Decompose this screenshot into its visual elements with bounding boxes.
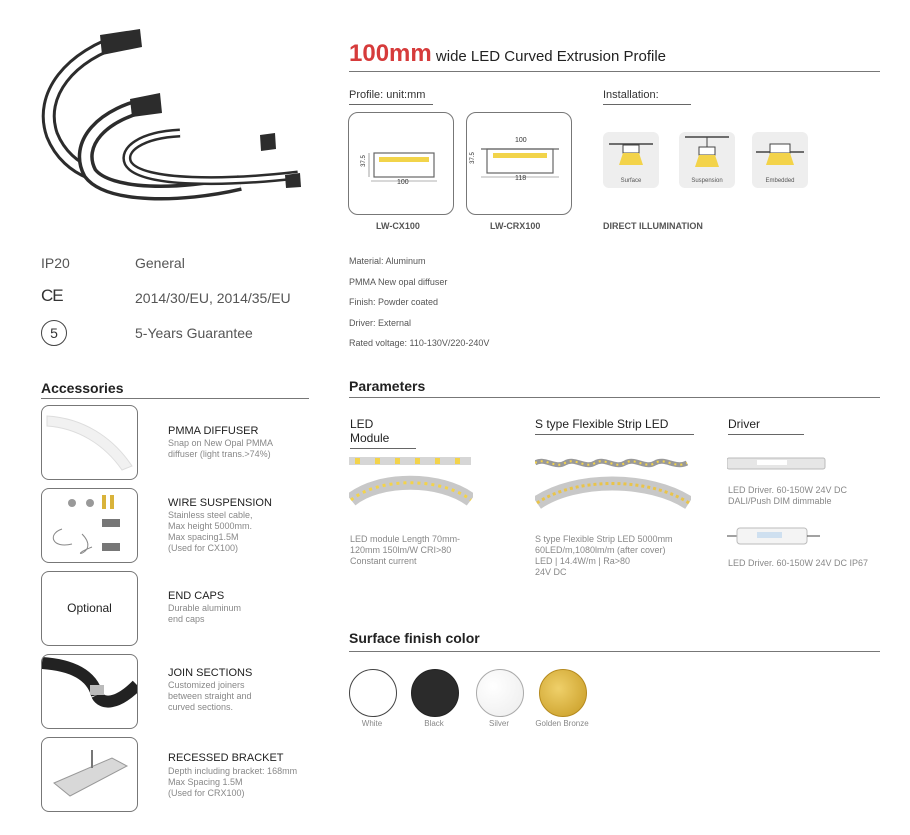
swatch-white-label: White <box>361 719 383 728</box>
install-suspension-tile <box>679 132 735 188</box>
parameters-heading: Parameters <box>349 378 426 394</box>
bracket-shape <box>42 738 137 811</box>
cx100-height-dim: 37.5 <box>360 155 367 167</box>
swatch-white <box>349 669 397 717</box>
accessory-suspension-title: WIRE SUSPENSION <box>168 497 272 509</box>
ce-directives: 2014/30/EU, 2014/35/EU <box>135 290 291 306</box>
param-flex-strip-desc: S type Flexible Strip LED 5000mm 60LED/m,1080lm/m (after cover) LED | 14.4W/m | Ra>80 24V DC <box>535 534 673 577</box>
install-surface-tile <box>603 132 659 188</box>
installation-heading: Installation: <box>603 89 691 105</box>
parameters-divider <box>349 397 880 398</box>
swatch-golden-bronze <box>539 669 587 717</box>
illumination-type: DIRECT ILLUMINATION <box>603 221 703 231</box>
ce-mark-icon: CE <box>41 286 63 305</box>
ip-rating: IP20 <box>41 255 70 271</box>
accessories-divider <box>41 398 309 399</box>
param-driver-title: Driver <box>728 417 804 435</box>
title-text: wide LED Curved Extrusion Profile <box>435 48 667 65</box>
crx100-top-dim: 100 <box>515 137 527 144</box>
swatch-golden-bronze-label: Golden Bronze <box>535 719 589 728</box>
guarantee-text: 5-Years Guarantee <box>135 325 253 341</box>
profile-box-crx100 <box>466 112 572 215</box>
endcaps-optional-label: Optional <box>67 601 112 615</box>
crx100-height-dim: 37.5 <box>469 152 476 164</box>
accessory-endcaps-desc: Durable aluminum end caps <box>168 603 242 624</box>
crx100-bottom-dim: 118 <box>515 175 527 182</box>
finish-divider <box>349 651 880 652</box>
embedded-mount-icon <box>752 132 808 172</box>
accessory-bracket-image <box>41 737 138 812</box>
driver-ip67-image <box>727 525 821 547</box>
finish-heading: Surface finish color <box>349 630 480 646</box>
led-module-image <box>349 455 473 520</box>
accessory-suspension-desc: Stainless steel cable, Max height 5000mm. Max spacing1.5M (Used for CX100) <box>168 510 253 553</box>
suspension-kit-shape <box>42 489 137 562</box>
spec-finish: Finish: Powder coated <box>349 297 439 307</box>
accessory-join-title: JOIN SECTIONS <box>168 667 253 679</box>
install-embedded-label: Embedded <box>765 178 795 184</box>
profile-heading: Profile: unit:mm <box>349 89 433 105</box>
param-led-module-title: LED Module <box>350 417 416 449</box>
install-suspension-label: Suspension <box>691 178 723 184</box>
guarantee-icon: 5 <box>41 320 67 346</box>
cx100-width-dim: 100 <box>397 179 409 186</box>
param-flex-strip-title: S type Flexible Strip LED <box>535 417 694 435</box>
swatch-black-label: Black <box>424 719 444 728</box>
accessory-suspension-image <box>41 488 138 563</box>
spec-voltage: Rated voltage: 110-130V/220-240V <box>349 338 490 348</box>
join-section-shape <box>42 655 137 728</box>
suspension-mount-icon <box>679 132 735 172</box>
ip-usage: General <box>135 255 185 271</box>
accessory-bracket-desc: Depth including bracket: 168mm Max Spacing 1.5M (Used for CRX100) <box>168 766 298 798</box>
profile-code-cx100: LW-CX100 <box>376 221 420 231</box>
accessory-endcaps-title: END CAPS <box>168 590 225 602</box>
install-surface-label: Surface <box>620 178 642 184</box>
product-image <box>30 25 310 210</box>
driver-dali-image <box>727 455 827 471</box>
profile-code-crx100: LW-CRX100 <box>490 221 541 231</box>
accessories-heading: Accessories <box>41 380 124 396</box>
title-divider <box>349 71 880 72</box>
accessory-diffuser-title: PMMA DIFFUSER <box>168 425 259 437</box>
spec-material: Material: Aluminum <box>349 256 426 266</box>
swatch-black <box>411 669 459 717</box>
crx100-section-drawing <box>467 113 571 214</box>
install-embedded-tile <box>752 132 808 188</box>
swatch-silver-label: Silver <box>488 719 509 728</box>
size-highlight: 100mm <box>349 40 432 67</box>
param-driver-desc-dali: LED Driver. 60-150W 24V DC DALI/Push DIM dimmable <box>728 485 848 506</box>
accessory-bracket-title: RECESSED BRACKET <box>168 752 284 764</box>
accessory-diffuser-desc: Snap on New Opal PMMA diffuser (light trans.>74%) <box>168 438 274 459</box>
accessory-diffuser-image <box>41 405 138 480</box>
accessory-join-desc: Customized joiners between straight and curved sections. <box>168 680 252 712</box>
flex-strip-image <box>535 455 691 520</box>
surface-mount-icon <box>603 132 659 172</box>
spec-driver: Driver: External <box>349 318 412 328</box>
page-title <box>349 40 666 68</box>
diffuser-shape <box>42 406 137 479</box>
param-driver-desc-ip67: LED Driver. 60-150W 24V DC IP67 <box>728 558 869 568</box>
accessory-join-image <box>41 654 138 729</box>
spec-diffuser: PMMA New opal diffuser <box>349 277 448 287</box>
profile-box-cx100 <box>348 112 454 215</box>
param-led-module-desc: LED module Length 70mm- 120mm 150lm/W CRI>80 Constant current <box>350 534 461 566</box>
swatch-silver <box>476 669 524 717</box>
accessory-endcaps-image <box>41 571 138 646</box>
